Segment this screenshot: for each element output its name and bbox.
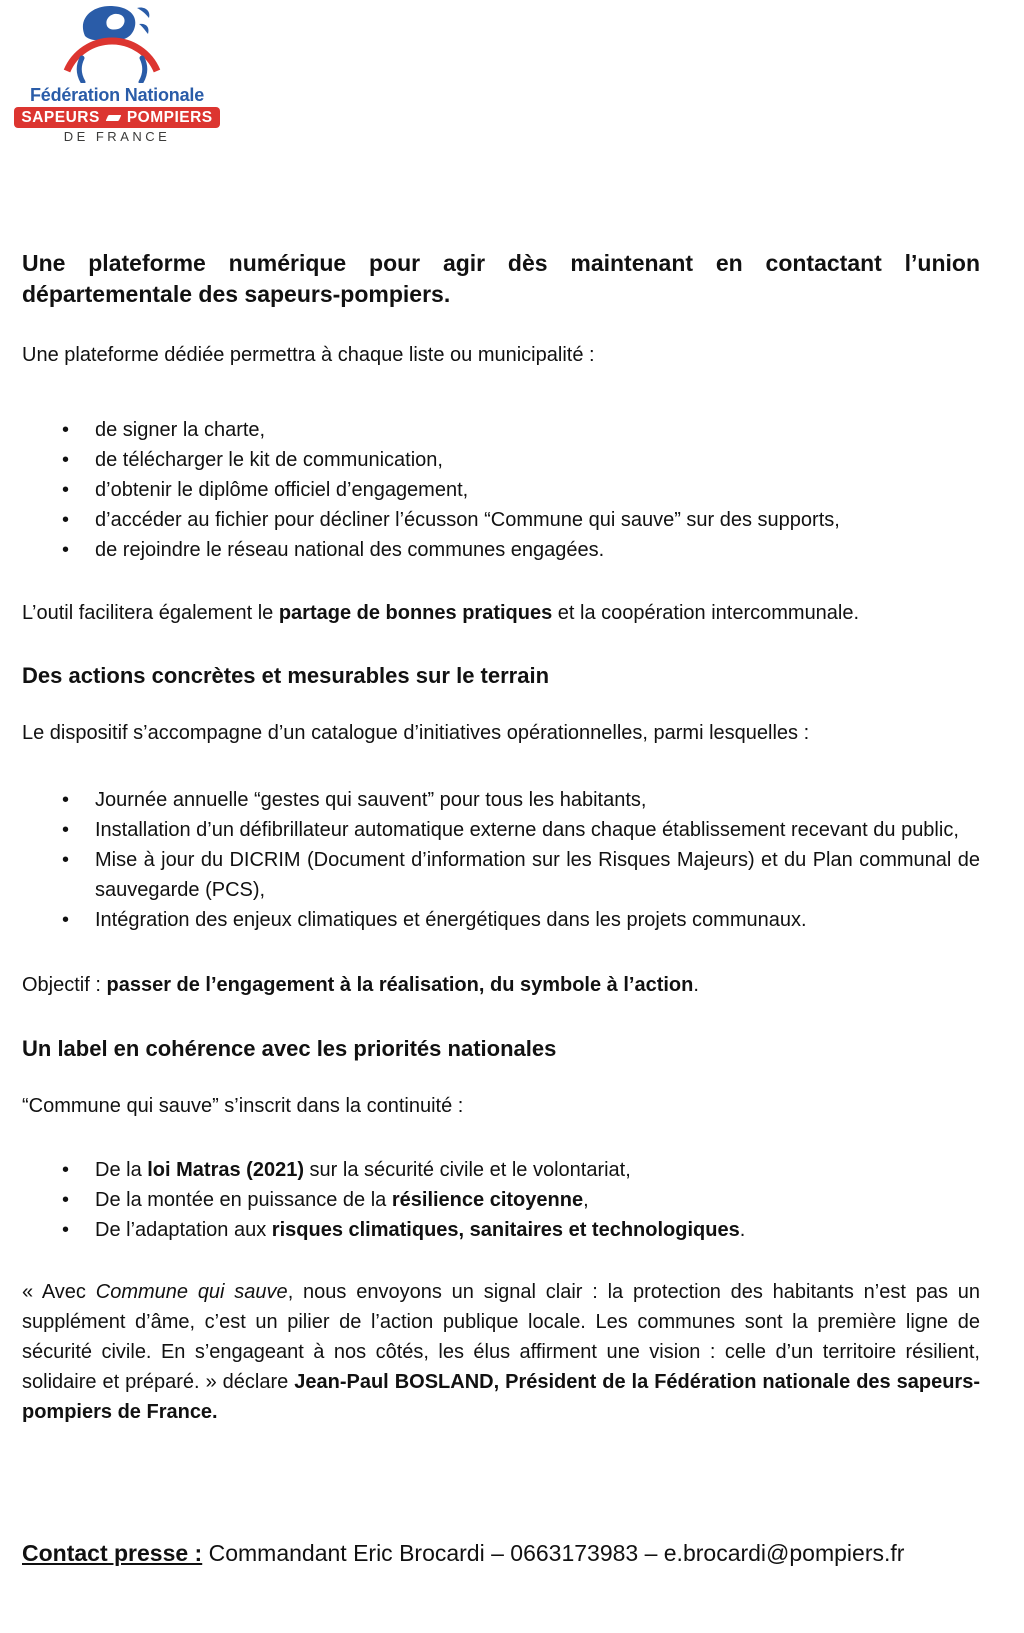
list-item (95, 445, 980, 475)
actions-heading: Des actions concrètes et mesurables sur le terrain (22, 663, 550, 688)
text-run: passer de l’engagement à la réalisation, du symbole à l’action (106, 974, 694, 996)
list-item (95, 815, 980, 845)
list-item (95, 475, 980, 505)
text-run: et la coopération intercommunale. (552, 602, 860, 624)
text-run: résilience citoyenne (391, 1189, 584, 1211)
platform-features-list (22, 415, 980, 565)
tool-paragraph (22, 598, 980, 628)
text-run: . (693, 974, 699, 996)
helmet-swoosh-side-icon (139, 24, 149, 34)
continuity-list (22, 1155, 980, 1245)
helmet-swoosh-top-icon (137, 8, 149, 18)
text-run: Commune qui sauve (95, 1281, 288, 1303)
text-run: De la montée en puissance de la (95, 1189, 392, 1211)
list-item (95, 535, 980, 565)
list-item (95, 1185, 980, 1215)
text-run: risques climatiques, sanitaires et technologiques (271, 1219, 740, 1241)
text-run: loi Matras (2021) (147, 1159, 304, 1181)
text-run: de rejoindre le réseau national des communes engagées. (95, 539, 605, 561)
helmet-shape (83, 6, 135, 40)
list-item (95, 1215, 980, 1245)
list-item (95, 415, 980, 445)
text-run: , (583, 1189, 589, 1211)
text-run: Jean-Paul BOSLAND, Président de la Fédération nationale des sapeurs-pompiers de France. (22, 1371, 980, 1423)
text-run: Intégration des enjeux climatiques et énergétiques dans les projets communaux. (95, 909, 807, 931)
text-run: Journée annuelle “gestes qui sauvent” pour tous les habitants, (95, 789, 647, 811)
logo-banner-sapeurs: SAPEURS (21, 109, 100, 126)
initiatives-list (22, 785, 980, 935)
text-run: De la (95, 1159, 148, 1181)
text-run: « Avec (22, 1281, 96, 1303)
intro-heading: Une plateforme numérique pour agir dès maintenant en contactant l’union départementale des sapeurs-pompiers. (22, 250, 980, 307)
text-run: Commandant Eric Brocardi – 0663173983 – e.brocardi@pompiers.fr (202, 1540, 905, 1566)
text-run: d’obtenir le diplôme officiel d’engagement, (95, 479, 469, 501)
text-run: Contact presse : (22, 1540, 203, 1566)
text-run: de télécharger le kit de communication, (95, 449, 443, 471)
list-item (95, 785, 980, 815)
text-run: d’accéder au fichier pour décliner l’écusson “Commune qui sauve” sur des supports, (95, 509, 840, 531)
catalogue-intro-paragraph: Le dispositif s’accompagne d’un catalogue d’initiatives opérationnelles, parmi lesquelles : (22, 722, 810, 744)
objective-paragraph (22, 970, 980, 1000)
list-item (95, 1155, 980, 1185)
logo-banner-pompiers: POMPIERS (126, 109, 213, 126)
logo-federation-text: Fédération Nationale (29, 85, 205, 105)
logo-banner (14, 107, 219, 128)
text-run: Objectif : (22, 974, 107, 996)
fnspf-logo (22, 3, 212, 144)
text-run: , nous envoyons un signal clair : la protection des habitants n’est pas un supplément d’âme, c’est un pilier de l’action publique locale. Les communes sont la première ligne de sécurité civile. En s’engageant à nos côtés, les élus affirment une vision : celle d’un territoire résilient, solidaire et préparé. » déclare (22, 1281, 981, 1393)
text-run: partage de bonnes pratiques (278, 602, 553, 624)
arc-end-right (141, 58, 145, 82)
logo-banner-dash-icon (105, 115, 121, 121)
list-item (95, 905, 980, 935)
text-run: Installation d’un défibrillateur automatique externe dans chaque établissement recevant du public, (95, 819, 959, 841)
list-item (95, 505, 980, 535)
press-contact-line (22, 1538, 980, 1568)
text-run: sur la sécurité civile et le volontariat, (303, 1159, 631, 1181)
president-quote-paragraph (22, 1277, 980, 1427)
text-run: . (739, 1219, 746, 1241)
continuity-intro-paragraph: “Commune qui sauve” s’inscrit dans la continuité : (22, 1095, 464, 1117)
text-run: Mise à jour du DICRIM (Document d’information sur les Risques Majeurs) et du Plan communal de sauvegarde (PCS), (95, 849, 980, 901)
label-heading: Un label en cohérence avec les priorités nationales (22, 1036, 557, 1061)
fnspf-emblem-icon (22, 3, 212, 83)
list-item (95, 845, 980, 905)
arc-end-left (79, 58, 83, 82)
text-run: L’outil facilitera également le (22, 602, 279, 624)
logo-de-france-text: DE FRANCE (63, 129, 171, 144)
text-run: de signer la charte, (95, 419, 266, 441)
platform-intro-paragraph: Une plateforme dédiée permettra à chaque liste ou municipalité : (22, 344, 595, 366)
text-run: De l’adaptation aux (95, 1219, 272, 1241)
press-release-body (22, 248, 980, 1568)
